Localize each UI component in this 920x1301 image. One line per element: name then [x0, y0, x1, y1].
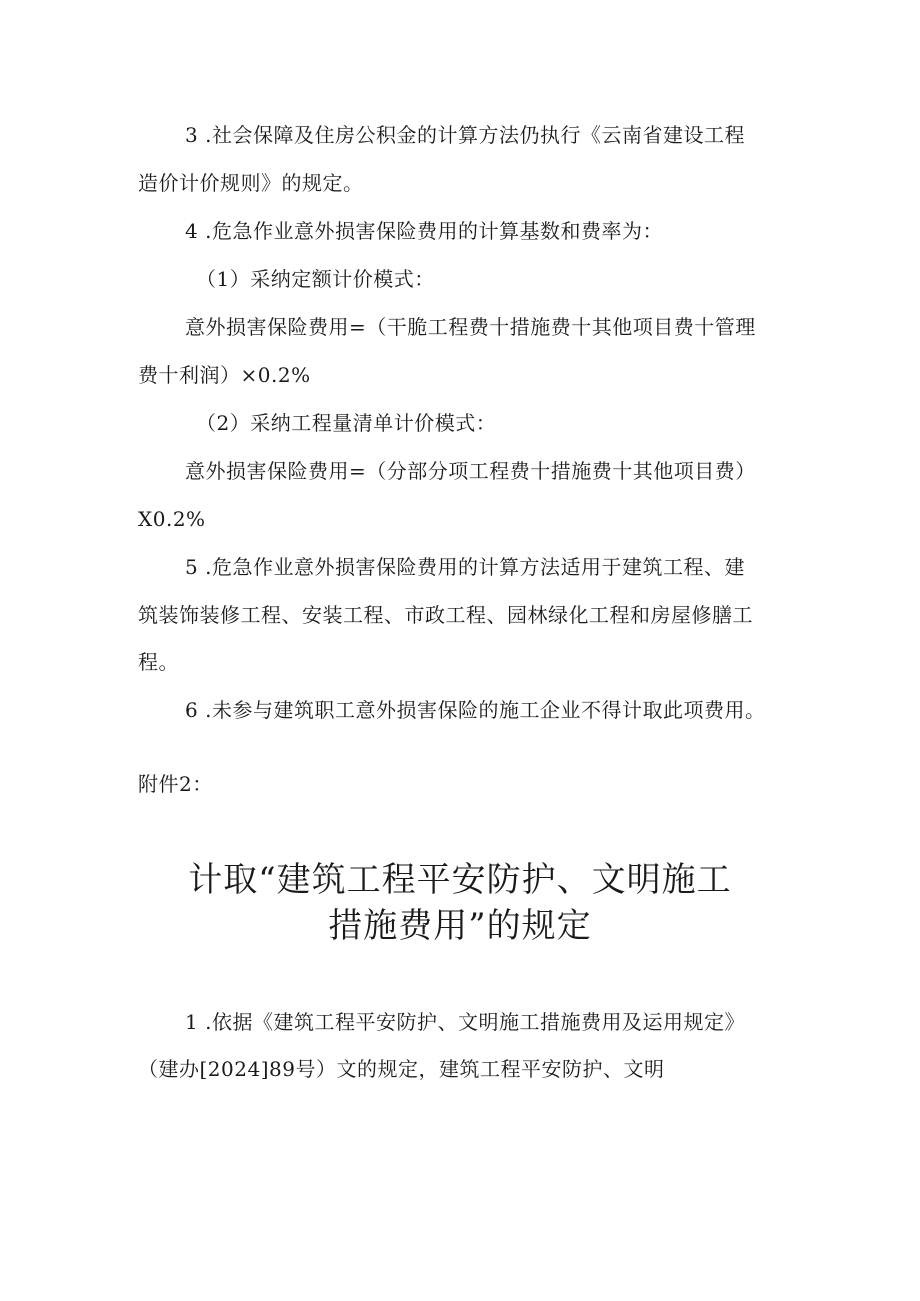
item5-line1: 5 .危急作业意外损害保险费用的计算方法适用于建筑工程、建 [185, 555, 745, 579]
item3-line2: 造价计价规则》的规定。 [138, 171, 364, 195]
item4-mode1-formula-line1: 意外损害保险费用=（干脆工程费十措施费十其他项目费十管理 [185, 315, 756, 339]
item4-mode1-label: （1）采纳定额计价模式： [196, 267, 435, 291]
attachment-label: 附件2： [138, 772, 213, 796]
item4-mode2-label: （2）采纳工程量清单计价模式： [196, 411, 497, 435]
item4-mode2-formula-line2: X0.2% [138, 507, 206, 531]
item5-line3: 程。 [138, 650, 179, 674]
item4-heading: 4 .危急作业意外损害保险费用的计算基数和费率为： [185, 219, 663, 243]
item5-line2: 筑装饰装修工程、安装工程、市政工程、园林绿化工程和房屋修膳工 [138, 603, 753, 627]
section-title-line2: 措施费用”的规定 [328, 906, 592, 946]
item4-mode1-formula-line2: 费十利润）×0.2% [138, 363, 311, 387]
item4-mode2-formula-line1: 意外损害保险费用=（分部分项工程费十措施费十其他项目费） [185, 459, 756, 483]
section-title-line1: 计取“建筑工程平安防护、文明施工 [188, 860, 732, 900]
item3-line1: 3 .社会保障及住房公积金的计算方法仍执行《云南省建设工程 [185, 123, 745, 147]
rule1-line1: 1 .依据《建筑工程平安防护、文明施工措施费用及运用规定》 [185, 1010, 745, 1034]
item6-line1: 6 .未参与建筑职工意外损害保险的施工企业不得计取此项费用。 [185, 698, 766, 722]
rule1-line2: （建办[2024]89号）文的规定，建筑工程平安防护、文明 [138, 1057, 665, 1081]
